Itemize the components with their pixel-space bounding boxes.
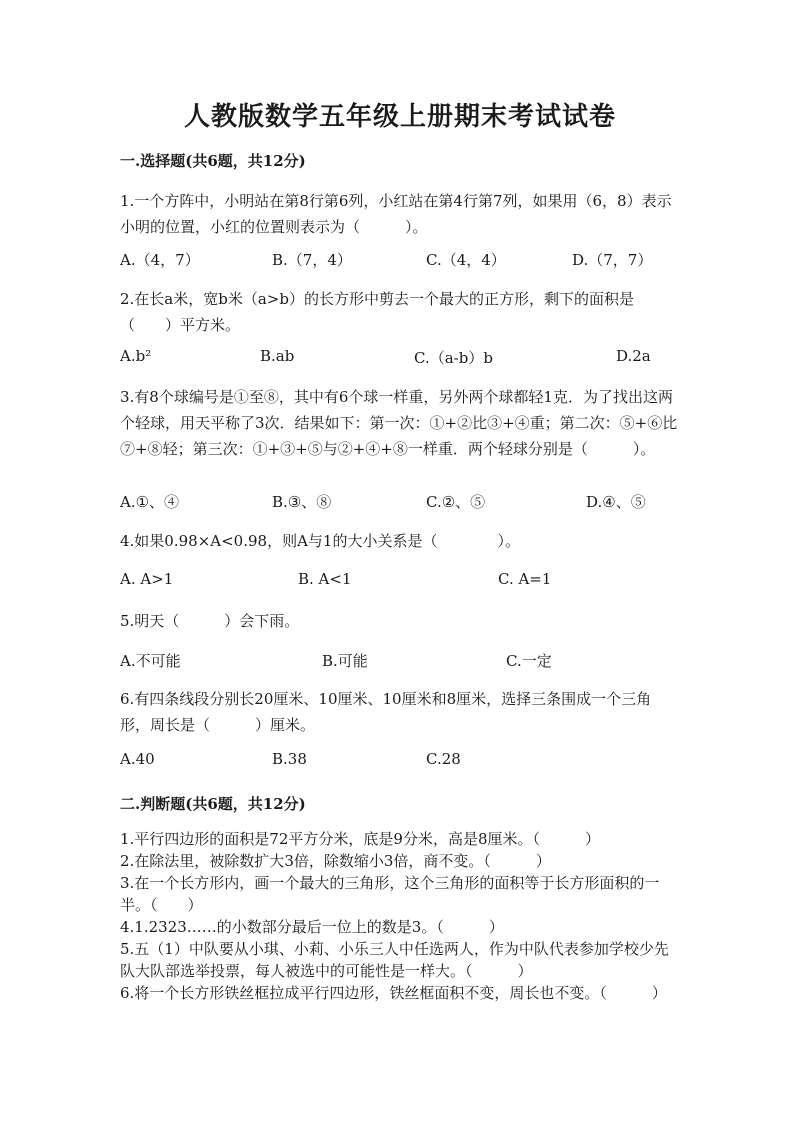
question-text: 3.有8个球编号是①至⑧，其中有6个球一样重，另外两个球都轻1克．为了找出这两个轻球，用天平称了3次．结果如下：第一次：①+②比③+④重；第二次：⑤+⑥比⑦+⑧轻；第三次：①+③+⑤与②+④+⑧一样重．两个轻球分别是（ ）。 (120, 388, 678, 458)
option-a: A.①、④ (120, 493, 180, 511)
option-d: D.2a (616, 347, 651, 365)
options-row (120, 650, 680, 674)
judgement-item: 3.在一个长方形内，画一个最大的三角形，这个三角形的面积等于长方形面积的一半。（ ） (120, 874, 660, 914)
judgement-item: 4.1.2323……的小数部分最后一位上的数是3。（ ） (120, 918, 504, 936)
options-row (120, 570, 680, 594)
judgement-list (120, 828, 680, 1004)
option-a: A.（4，7） (120, 251, 200, 269)
question-text: 4.如果0.98×A<0.98，则A与1的大小关系是（ ）。 (120, 532, 520, 550)
option-b: B.③、⑧ (272, 493, 332, 511)
question-text: 2.在长a米，宽b米（a>b）的长方形中剪去一个最大的正方形，剩下的面积是（ ）平方米。 (120, 290, 634, 334)
option-b: B.可能 (322, 652, 368, 670)
section-heading-judgement: 二.判断题(共6题，共12分) (120, 795, 306, 813)
option-b: B. A<1 (298, 570, 352, 588)
option-c: C.一定 (506, 652, 552, 670)
question-text: 5.明天（ ）会下雨。 (120, 612, 300, 630)
section-heading-choice: 一.选择题(共6题，共12分) (120, 152, 306, 170)
option-d: D.（7，7） (572, 251, 653, 269)
judgement-item: 6.将一个长方形铁丝框拉成平行四边形，铁丝框面积不变，周长也不变。（ ） (120, 984, 667, 1002)
question-text: 6.有四条线段分别长20厘米、10厘米、10厘米和8厘米，选择三条围成一个三角形，周长是（ ）厘米。 (120, 690, 652, 734)
judgement-item: 1.平行四边形的面积是72平方分米，底是9分米，高是8厘米。（ ） (120, 830, 600, 848)
option-b: B.（7，4） (272, 251, 352, 269)
option-b: B.38 (272, 750, 307, 768)
option-d: D.④、⑤ (586, 493, 646, 511)
option-c: C. A=1 (498, 570, 552, 588)
question-text: 1.一个方阵中，小明站在第8行第6列，小红站在第4行第7列，如果用（6，8）表示小明的位置，小红的位置则表示为（ ）。 (120, 192, 672, 236)
judgement-item: 2.在除法里，被除数扩大3倍，除数缩小3倍，商不变。（ ） (120, 852, 551, 870)
option-c: C.（a-b）b (414, 349, 493, 367)
option-a: A.不可能 (120, 652, 181, 670)
option-a: A.b² (120, 347, 152, 365)
option-a: A.40 (120, 750, 155, 768)
option-c: C.②、⑤ (426, 493, 486, 511)
judgement-item: 5.五（1）中队要从小琪、小莉、小乐三人中任选两人，作为中队代表参加学校少先队大队部选举投票，每人被选中的可能性是一样大。（ ） (120, 940, 669, 980)
options-row (120, 750, 680, 774)
option-c: C.28 (426, 750, 461, 768)
option-b: B.ab (260, 347, 295, 365)
options-row (120, 347, 680, 371)
page-title: 人教版数学五年级上册期末考试试卷 (183, 102, 616, 132)
options-row (120, 491, 680, 515)
options-row (120, 249, 680, 273)
option-c: C.（4，4） (426, 251, 506, 269)
option-a: A. A>1 (120, 570, 174, 588)
